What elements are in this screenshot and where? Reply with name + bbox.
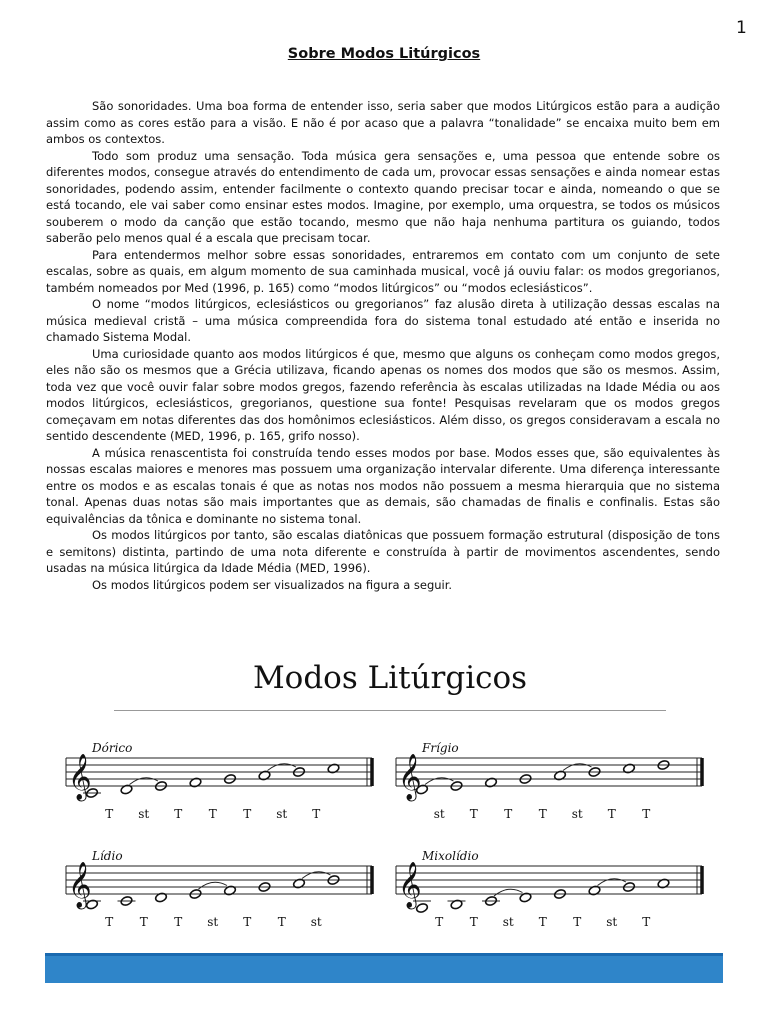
interval-label: st xyxy=(310,915,322,929)
semitone-slur xyxy=(494,889,523,896)
interval-label: st xyxy=(571,807,583,821)
interval-label: T xyxy=(538,807,547,821)
treble-clef-icon: 𝄞 xyxy=(398,754,422,800)
interval-label: T xyxy=(105,807,114,821)
paragraph: Os modos litúrgicos podem ser visualizados na figura a seguir. xyxy=(92,577,453,592)
interval-label: T xyxy=(573,915,582,929)
figure-title: Modos Litúrgicos xyxy=(252,660,528,696)
interval-label: T xyxy=(105,915,114,929)
staff-dorico xyxy=(60,738,380,828)
interval-label: st xyxy=(207,915,219,929)
interval-label: T xyxy=(469,915,478,929)
interval-label: T xyxy=(642,807,651,821)
treble-clef-icon: 𝄞 xyxy=(398,862,422,908)
paragraph: Para entendermos melhor sobre essas sonoridades, entraremos em contato com um conjunto de sete escalas, sobre as quais, em algum momento de sua caminhada musical, você já ouviu falar: os modos gregorianos, também nomeados por Med (1996, p. 165) como “modos litúrgicos” ou “modos eclesiásticos”. xyxy=(46,247,720,295)
mode-name: Frígio xyxy=(422,741,459,755)
modes-figure xyxy=(60,650,720,940)
interval-label: T xyxy=(312,807,321,821)
paragraph: O nome “modos litúrgicos, eclesiásticos ou gregorianos” faz alusão direta à utilização dessas escalas na música medieval cristã – uma música compreendida fora do sistema tonal estudado até então e inserida no chamado Sistema Modal. xyxy=(46,297,720,344)
staff-lidio xyxy=(60,846,380,936)
paragraph: Os modos litúrgicos por tanto, são escalas diatônicas que possuem formação estrutural (disposição de tons e semitons) distinta, partindo de uma nota diferente e construída à partir de movimentos ascendentes, sendo usadas na música litúrgica da Idade Média (MED, 1996). xyxy=(46,528,720,575)
interval-label: T xyxy=(469,807,478,821)
interval-label: T xyxy=(277,915,286,929)
interval-label: st xyxy=(276,807,288,821)
interval-label: T xyxy=(174,915,183,929)
paragraph: Uma curiosidade quanto aos modos litúrgicos é que, mesmo que alguns os conheçam como modos gregos, eles não são os mesmos que a Grécia utilizava, ficando apenas os nomes dos modos que são os mesmos. Assim, toda vez que você ouvir falar sobre modos gregos, fazendo referência às escalas utilizadas na Idade Média ou aos modos litúrgicos, eclesiásticos, gregorianos, questione sua fonte! Pesquisas revelaram que os modos gregos começavam em notas diferentes das dos homônimos eclesiásticos. Além disso, os gregos consideravam a escala no sentido descendente (MED, 1996, p. 165, grifo nosso). xyxy=(46,346,720,443)
interval-label: st xyxy=(502,915,514,929)
interval-label: st xyxy=(433,807,445,821)
interval-label: T xyxy=(139,915,148,929)
interval-label: T xyxy=(538,915,547,929)
interval-label: T xyxy=(607,807,616,821)
paragraph: São sonoridades. Uma boa forma de entender isso, seria saber que modos Litúrgicos estão para a audição assim como as cores estão para a visão. E não é por acaso que a palavra “tonalidade” se encaixa muito bem em ambos os contextos. xyxy=(46,99,720,146)
interval-label: T xyxy=(243,915,252,929)
mode-name: Dórico xyxy=(92,741,133,755)
paragraph: Todo som produz uma sensação. Toda música gera sensações e, uma pessoa que entende sobre os diferentes modos, consegue através do entendimento de cada um, provocar essas sensações e ainda nomear estas sonoridades, podendo assim, entender facilmente o contexto quando precisar tocar e ainda, nomeando o que se está tocando, ele vai saber como ensinar estes modos. Imagine, por exemplo, uma orquestra, se todos os músicos souberem o modo da canção que estão tocando, mesmo que não haja nenhuma partitura os guiando, todos saberão pelo menos qual é a escala que precisam tocar. xyxy=(46,148,720,245)
figure-divider xyxy=(114,710,666,711)
staff-mixolidio xyxy=(390,846,710,936)
body-text xyxy=(46,98,720,593)
treble-clef-icon: 𝄞 xyxy=(68,754,92,800)
interval-label: T xyxy=(243,807,252,821)
mode-name: Lídio xyxy=(92,849,123,863)
page-number: 1 xyxy=(736,18,747,38)
staff-frigio xyxy=(390,738,710,828)
interval-label: T xyxy=(208,807,217,821)
interval-label: T xyxy=(504,807,513,821)
interval-label: T xyxy=(435,915,444,929)
treble-clef-icon: 𝄞 xyxy=(68,862,92,908)
footer-bar xyxy=(45,953,723,983)
semitone-slur xyxy=(199,882,228,889)
interval-label: st xyxy=(606,915,618,929)
document-title: Sobre Modos Litúrgicos xyxy=(287,46,481,62)
interval-label: T xyxy=(174,807,183,821)
paragraph: A música renascentista foi construída tendo esses modos por base. Modos esses que, são equivalentes às nossas escalas maiores e menores mas possuem uma organização intervalar diferente. Uma diferença interessante entre os modos e as escalas tonais é que as notas nos modos não possuem a mesma hierarquia que no sistema tonal. Apenas duas notas são mais importantes que as demais, são chamadas de finalis e confinalis. Estas são equivalências da tônica e dominante no sistema tonal. xyxy=(46,445,720,526)
interval-label: st xyxy=(138,807,150,821)
mode-name: Mixolídio xyxy=(422,849,479,863)
interval-label: T xyxy=(642,915,651,929)
